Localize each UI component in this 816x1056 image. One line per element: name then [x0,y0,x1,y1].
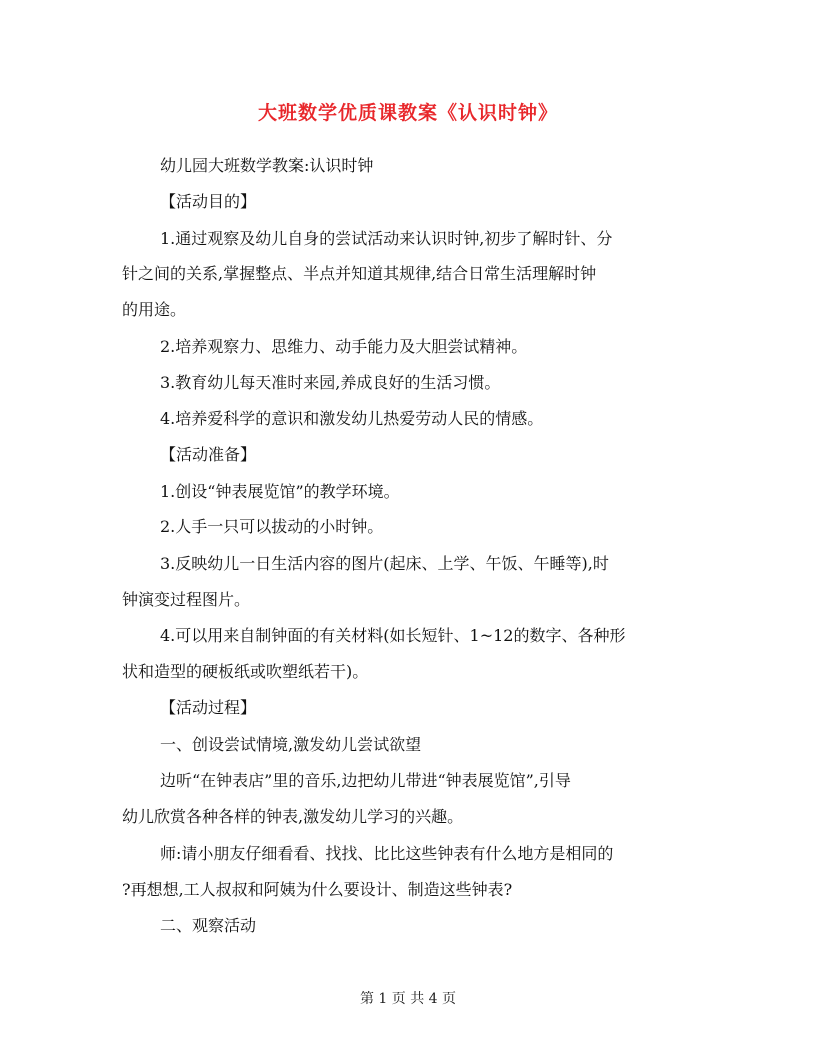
subsection-heading: 一、创设尝试情境,激发幼儿尝试欲望 [160,735,422,754]
paragraph-line: 2.人手一只可以拔动的小时钟。 [160,517,384,536]
paragraph-line: 师:请小朋友仔细看看、找找、比比这些钟表有什么地方是相同的 [160,844,614,863]
paragraph-line: 状和造型的硬板纸或吹塑纸若干)。 [122,662,369,681]
section-heading-purpose: 【活动目的】 [160,192,257,211]
paragraph-line: 边听“在钟表店”里的音乐,边把幼儿带进“钟表展览馆”,引导 [160,771,571,790]
subtitle-line: 幼儿园大班数学教案:认识时钟 [160,156,374,175]
paragraph-line: 3.反映幼儿一日生活内容的图片(起床、上学、午饭、午睡等),时 [160,554,609,573]
paragraph-line: 针之间的关系,掌握整点、半点并知道其规律,结合日常生活理解时钟 [122,264,597,283]
paragraph-line: 3.教育幼儿每天准时来园,养成良好的生活习惯。 [160,373,501,392]
paragraph-line: 幼儿欣赏各种各样的钟表,激发幼儿学习的兴趣。 [122,807,464,826]
subsection-heading: 二、观察活动 [160,916,257,935]
section-heading-preparation: 【活动准备】 [160,445,257,464]
paragraph-line: 4.可以用来自制钟面的有关材料(如长短针、1~12的数字、各种形 [160,626,626,645]
paragraph-line: 的用途。 [122,300,187,319]
document-title: 大班数学优质课教案《认识时钟》 [257,102,558,124]
page-footer: 第 1 页 共 4 页 [359,991,457,1007]
paragraph-line: 钟演变过程图片。 [122,590,251,609]
paragraph-line: ?再想想,工人叔叔和阿姨为什么要设计、制造这些钟表? [122,880,513,899]
paragraph-line: 4.培养爱科学的意识和激发幼儿热爱劳动人民的情感。 [160,409,544,428]
section-heading-process: 【活动过程】 [160,698,257,717]
paragraph-line: 1.通过观察及幼儿自身的尝试活动来认识时钟,初步了解时针、分 [160,229,613,248]
paragraph-line: 1.创设“钟表展览馆”的教学环境。 [160,482,400,501]
paragraph-line: 2.培养观察力、思维力、动手能力及大胆尝试精神。 [160,337,528,356]
